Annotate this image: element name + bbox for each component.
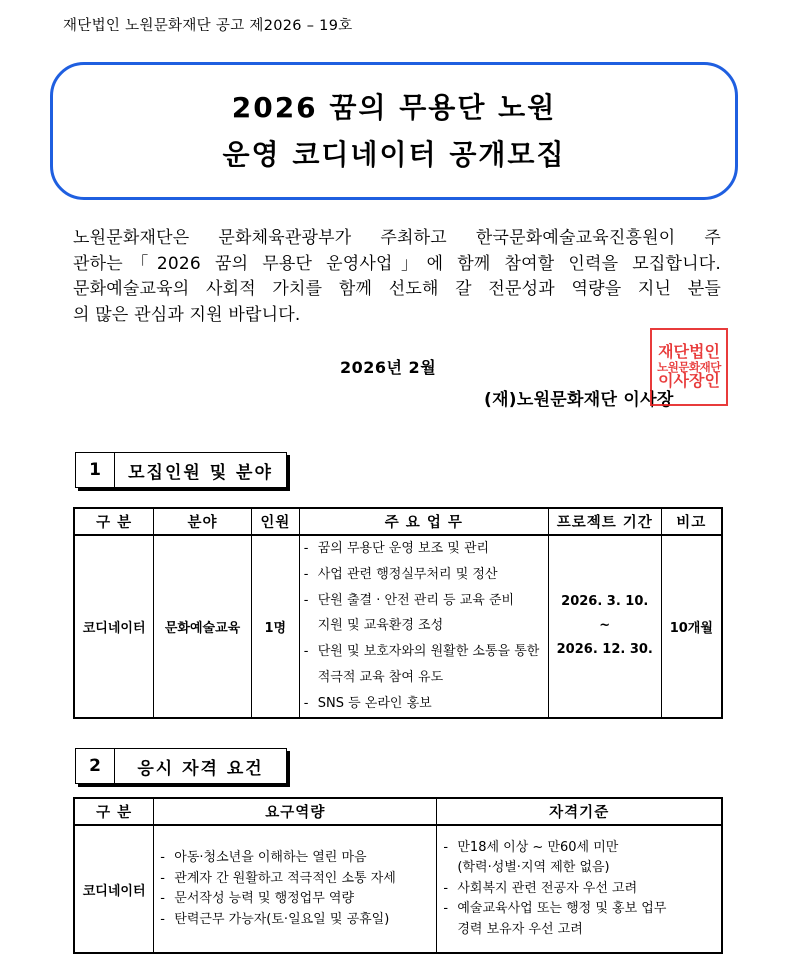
issuer: (재)노원문화재단 이사장 — [484, 390, 674, 410]
list-item-continued: 적극적 교육 참여 유도 — [317, 669, 444, 685]
header-category: 구 분 — [74, 508, 154, 535]
cell-field: 문화예술교육 — [154, 535, 252, 718]
list-item: - 탄력근무 가능자(토·일요일 및 공휴일) — [160, 911, 390, 927]
header-note: 비고 — [661, 508, 722, 535]
list-item: - 꿈의 무용단 운영 보조 및 관리 — [303, 541, 490, 556]
list-item: - 아동·청소년을 이해하는 열린 마음 — [160, 850, 367, 865]
section-2-heading — [75, 748, 287, 784]
list-item: - 만18세 이상 ~ 만60세 미만 — [443, 839, 619, 855]
notice-date: 2026년 2월 — [340, 358, 437, 377]
period-start: 2026. 3. 10. — [561, 594, 649, 610]
official-seal — [650, 328, 728, 406]
intro-line: 문화예술교육의 사회적 가치를 함께 선도해 갈 전문성과 역량을 지닌 분들 — [73, 279, 721, 299]
cell-note: 10개월 — [661, 535, 722, 718]
table-header-row — [74, 508, 722, 535]
list-item: - 사회복지 관련 전공자 우선 고려 — [443, 880, 638, 896]
intro-line: 의 많은 관심과 지원 바랍니다. — [73, 304, 301, 325]
cell-competencies — [154, 825, 437, 953]
qualification-table — [73, 797, 723, 954]
list-item: - SNS 등 온라인 홍보 — [303, 695, 432, 711]
table-row — [74, 535, 722, 718]
section-number: 1 — [76, 453, 115, 487]
recruitment-table — [73, 507, 723, 719]
cell-period — [548, 535, 661, 718]
cell-qualifications — [437, 825, 722, 953]
title-line-2: 운영 코디네이터 공개모집 — [222, 138, 566, 171]
seal-text: 이사장인 — [658, 371, 720, 391]
list-item-continued: (학력·성별·지역 제한 없음) — [457, 860, 610, 876]
section-number: 2 — [76, 749, 115, 783]
period-end: 2026. 12. 30. — [556, 642, 653, 658]
header-count: 인원 — [251, 508, 299, 535]
intro-paragraph — [73, 226, 721, 328]
list-item: - 단원 출결 · 안전 관리 등 교육 준비 — [303, 592, 515, 608]
notice-number: 재단법인 노원문화재단 공고 제2026 – 19호 — [63, 18, 353, 34]
list-item: - 예술교육사업 또는 행정 및 홍보 업무 — [443, 901, 667, 917]
cell-duties — [299, 535, 548, 718]
table-header-row — [74, 798, 722, 825]
list-item: - 관계자 간 원활하고 적극적인 소통 자세 — [160, 870, 396, 886]
period-separator: ~ — [599, 618, 611, 634]
title-box — [50, 62, 738, 200]
table-row — [74, 825, 722, 953]
header-qualifications: 자격기준 — [437, 798, 722, 825]
header-competencies: 요구역량 — [154, 798, 437, 825]
seal-text: 재단법인 — [658, 342, 720, 362]
cell-count: 1명 — [251, 535, 299, 718]
cell-category: 코디네이터 — [74, 535, 154, 718]
intro-line: 관하는「2026 꿈의 무용단 운영사업」에 함께 참여할 인력을 모집합니다. — [73, 253, 721, 274]
list-item-continued: 지원 및 교육환경 조성 — [317, 618, 444, 634]
intro-line: 노원문화재단은 문화체육관광부가 주최하고 한국문화예술교육진흥원이 주 — [73, 228, 721, 248]
list-item: - 문서작성 능력 및 행정업무 역량 — [160, 891, 355, 906]
section-label: 응시 자격 요건 — [137, 758, 264, 779]
list-item-continued: 경력 보유자 우선 고려 — [457, 921, 583, 937]
title-line-1: 2026 꿈의 무용단 노원 — [231, 91, 557, 124]
list-item: - 사업 관련 행정실무처리 및 정산 — [303, 566, 498, 582]
section-label: 모집인원 및 분야 — [128, 462, 273, 483]
header-duties: 주 요 업 무 — [299, 508, 548, 535]
header-field: 분야 — [154, 508, 252, 535]
header-period: 프로젝트 기간 — [548, 508, 661, 535]
seal-text: 노원문화재단 — [657, 359, 721, 374]
list-item: - 단원 및 보호자와의 원활한 소통을 통한 — [303, 644, 540, 660]
header-category: 구 분 — [74, 798, 154, 825]
cell-category: 코디네이터 — [74, 825, 154, 953]
section-1-heading — [75, 452, 287, 488]
